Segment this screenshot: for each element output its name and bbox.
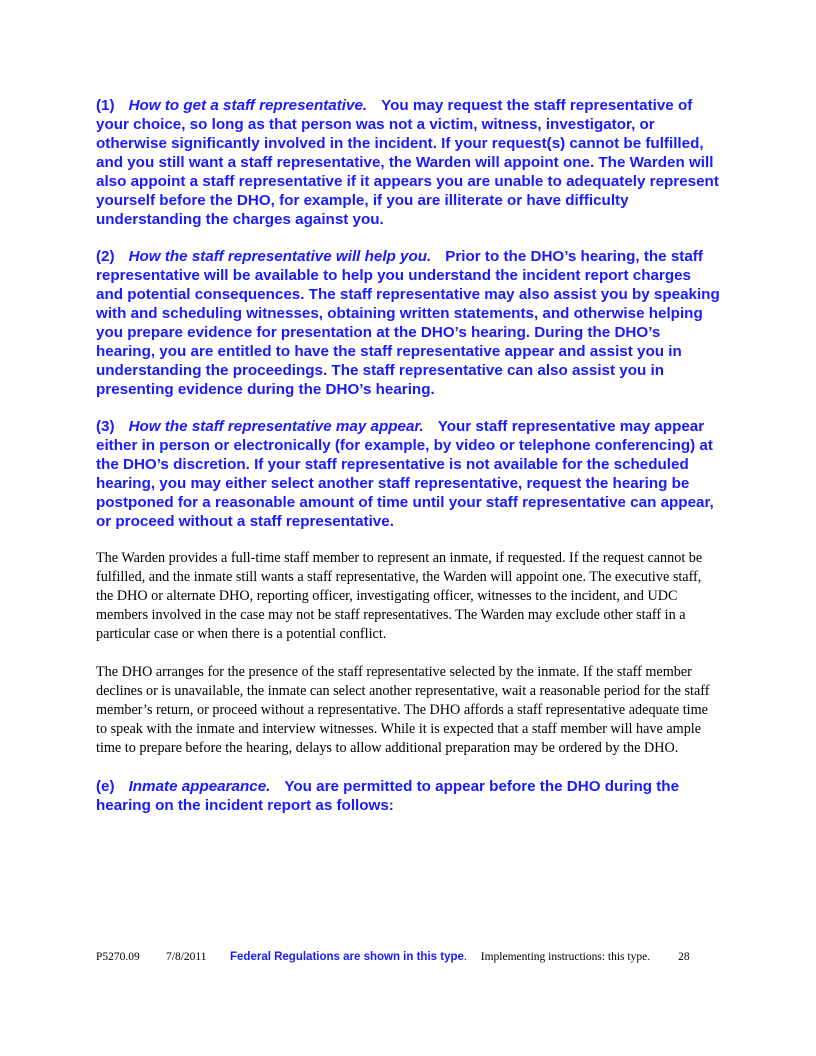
paragraph-text: Prior to the DHO’s hearing, the staff representative will be available to help you understand the incident report charges and potential consequences. The staff representative may also assist you by speaking with and scheduling witnesses, obtaining written statements, and otherwise helping you prepare evidence for presentation at the DHO’s hearing. During the DHO’s hearing, you are entitled to have the staff representative appear and assist you in understanding the proceedings. The staff representative can also assist you in presenting evidence during the DHO’s hearing. <box>96 248 720 398</box>
instruction-text: The Warden provides a full-time staff member to represent an inmate, if requested. If the request cannot be fulfilled, and the inmate still wants a staff representative, the Warden will appoint one. The executive staff, the DHO or alternate DHO, reporting officer, investigating officer, witnesses to the incident, and UDC members involved in the case may not be staff representatives. The Warden may exclude other staff in a particular case or when there is a potential conflict. <box>96 550 703 642</box>
regulation-paragraph-2 <box>96 247 720 399</box>
paragraph-text: You may request the staff representative of your choice, so long as that person was not a victim, witness, investigator, or otherwise significantly involved in the incident. If your request(s) cannot be fulfilled, and you still want a staff representative, the Warden will appoint one. The Warden will also appoint a staff representative if it appears you are unable to adequately represent yourself before the DHO, for example, if you are illiterate or have difficulty understanding the charges against you. <box>96 97 719 228</box>
regulation-paragraph-1 <box>96 96 720 229</box>
document-page <box>96 96 720 833</box>
paragraph-number: (3) <box>96 418 115 435</box>
footer-doc-id: P5270.09 <box>96 951 140 963</box>
footer-period: . <box>463 951 467 963</box>
instruction-paragraph-1 <box>96 549 720 644</box>
paragraph-number: (2) <box>96 248 115 265</box>
page-footer <box>96 951 720 963</box>
paragraph-text: You are permitted to appear before the DHO during the hearing on the incident report as follows: <box>96 778 680 814</box>
paragraph-title: How the staff representative may appear. <box>128 418 424 435</box>
regulation-paragraph-3 <box>96 417 720 531</box>
paragraph-number: (1) <box>96 97 115 114</box>
paragraph-title: Inmate appearance. <box>128 778 271 795</box>
paragraph-title: How to get a staff representative. <box>128 97 368 114</box>
footer-implementing-label: Implementing instructions: this type. <box>480 951 651 963</box>
paragraph-number: (e) <box>96 778 115 795</box>
footer-page-number: 28 <box>678 951 690 963</box>
instruction-paragraph-2 <box>96 663 720 758</box>
footer-date: 7/8/2011 <box>166 951 207 963</box>
paragraph-title: How the staff representative will help you. <box>128 248 432 265</box>
regulation-paragraph-e <box>96 777 720 815</box>
paragraph-text: Your staff representative may appear either in person or electronically (for example, by video or telephone conferencing) at the DHO’s discretion. If your staff representative is not available for the scheduled hearing, you may either select another staff representative, request the hearing be postponed for a reasonable amount of time until your staff representative can appear, or proceed without a staff representative. <box>96 418 714 530</box>
instruction-text: The DHO arranges for the presence of the staff representative selected by the inmate. If the staff member declines or is unavailable, the inmate can select another representative, wait a reasonable period for the staff member’s return, or proceed without a representative. The DHO affords a staff representative adequate time to speak with the inmate and interview witnesses. While it is expected that a staff member will have ample time to prepare before the hearing, delays to allow additional preparation may be ordered by the DHO. <box>96 664 710 756</box>
footer-regulation-label: Federal Regulations are shown in this type <box>230 951 464 963</box>
